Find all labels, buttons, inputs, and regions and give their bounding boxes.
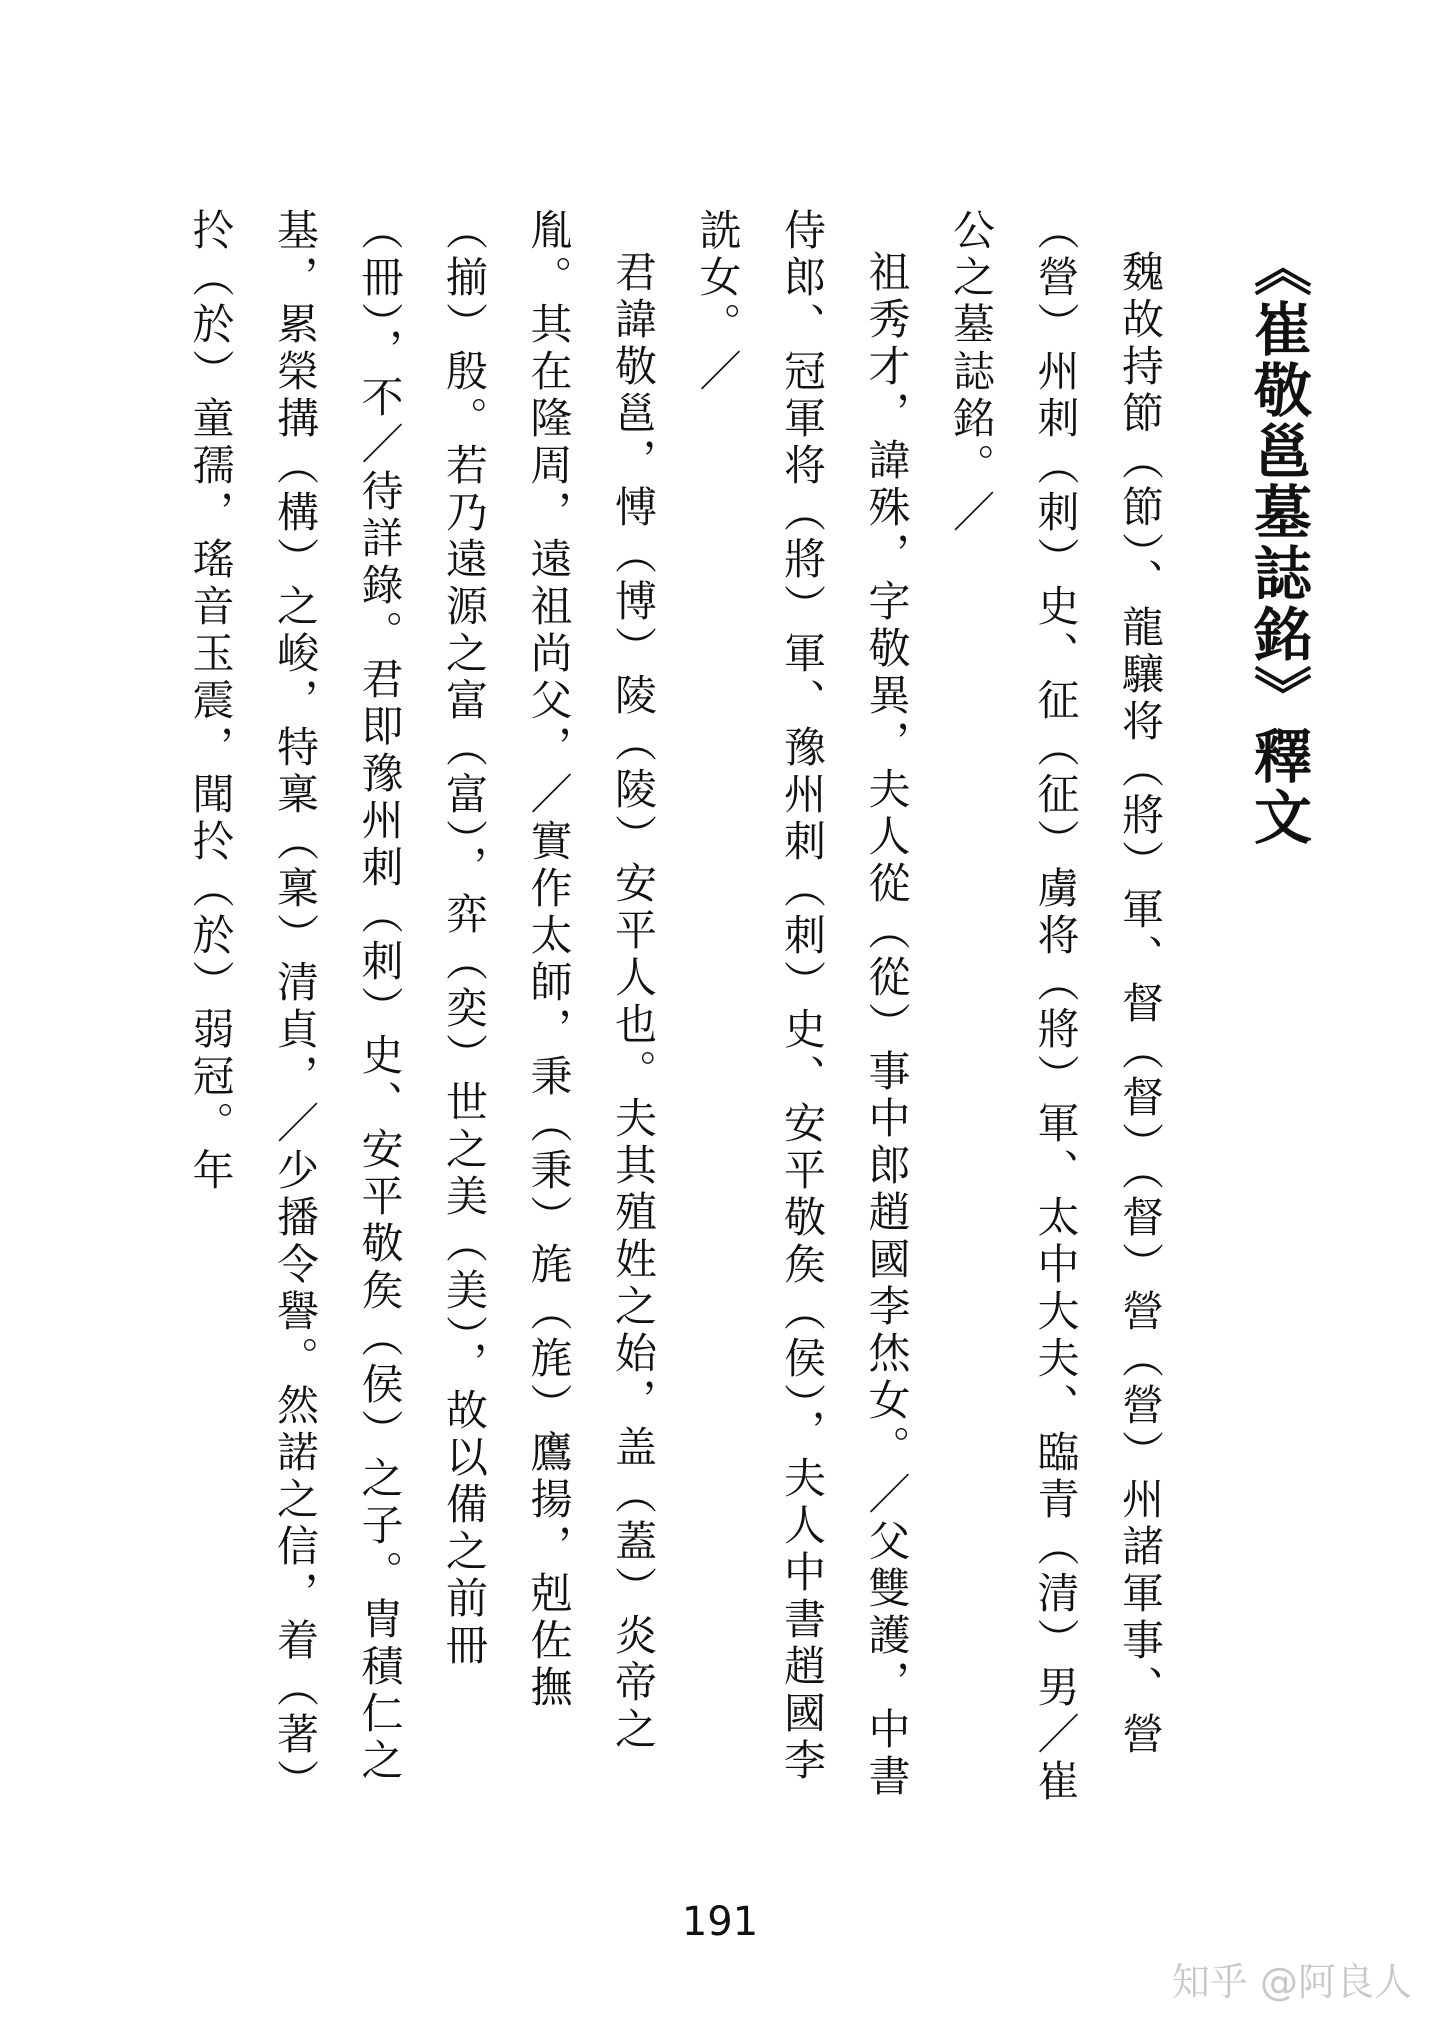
paragraph-inscription-heading: 魏故持節（節）、龍驤将（將）軍、督（督）（督）營（營）州諸軍事、營（營）州刺（刺）史、征（征）虜将（將）軍、太中大夫、臨青（清）男／崔公之墓誌銘。／ [947,208,1165,1806]
page-number: 191 [681,1899,759,1945]
paragraph-ancestry: 祖秀才，諱殊，字敬異，夫人從（從）事中郎趙國李烋女。／父雙護，中書侍郎、冠軍将（將）軍、豫州刺（刺）史、安平敬矦（侯），夫人中書趙國李詵女。／ [693,208,912,1801]
body-text [162,208,1182,1828]
watermark-text: 知乎 @阿良人 [1171,1960,1412,2004]
page-title: 《崔敬邕墓誌銘》釋文 [1244,238,1312,848]
paragraph-biography: 君諱敬邕，愽（博）陵（陵）安平人也。夫其殖姓之始，盖（蓋）炎帝之胤。其在隆周，遠祖尚父，／實作太師，秉（秉）旄（旄）鷹揚，剋佐撫（揃）殷。若乃遠源之富（富），弈（奕）世之美（美），故以備之前冊（冊），不／待詳錄。君即豫州刺（刺）史、安平敬矦（侯）之子。冑積仁之基，累榮搆（構）之峻，特稟（稟）清貞，／少播令譽。然諾之信，着（著）扵（於）童孺，瑤音玉震，聞扵（於）弱冠。年 [186,208,658,1806]
